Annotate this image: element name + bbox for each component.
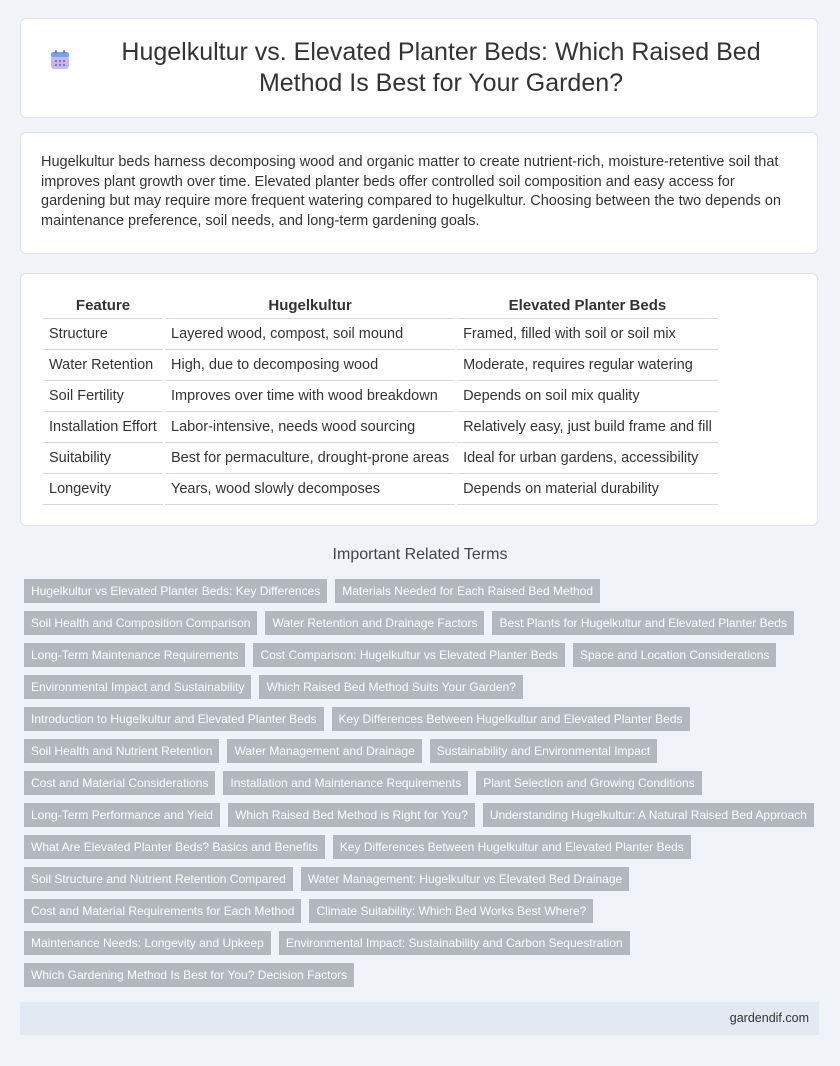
related-term-tag[interactable]: Understanding Hugelkultur: A Natural Raised Bed Approach <box>483 803 814 827</box>
tag-row <box>24 931 824 955</box>
tag-row <box>24 643 824 667</box>
tag-row <box>24 867 824 891</box>
tag-row <box>24 771 824 795</box>
related-term-tag[interactable]: Water Management and Drainage <box>227 739 421 763</box>
footer <box>20 1002 819 1035</box>
related-term-tag[interactable]: Sustainability and Environmental Impact <box>430 739 657 763</box>
related-term-tag[interactable]: Cost and Material Considerations <box>24 771 215 795</box>
table-cell: Installation Effort <box>43 412 163 443</box>
intro-card <box>20 132 818 254</box>
table-cell: Moderate, requires regular watering <box>457 350 718 381</box>
related-term-tag[interactable]: What Are Elevated Planter Beds? Basics and Benefits <box>24 835 325 859</box>
related-term-tag[interactable]: Environmental Impact and Sustainability <box>24 675 251 699</box>
tag-row <box>24 899 824 923</box>
title-wrap <box>49 37 789 99</box>
related-term-tag[interactable]: Materials Needed for Each Raised Bed Method <box>335 579 600 603</box>
tag-row <box>24 963 824 987</box>
table-row <box>43 412 718 443</box>
table-row <box>43 474 718 505</box>
table-cell: Relatively easy, just build frame and fill <box>457 412 718 443</box>
tag-row <box>24 707 824 731</box>
table-cell: High, due to decomposing wood <box>165 350 455 381</box>
tag-row <box>24 611 824 635</box>
column-header-hugelkultur: Hugelkultur <box>165 294 455 319</box>
related-term-tag[interactable]: Maintenance Needs: Longevity and Upkeep <box>24 931 271 955</box>
column-header-elevated: Elevated Planter Beds <box>457 294 718 319</box>
intro-paragraph: Hugelkultur beds harness decomposing wood and organic matter to create nutrient-rich, moisture-retentive soil that improves plant growth over time. Elevated planter beds offer controlled soil composition and easy access for gardening but may require more frequent watering compared to hugelkultur. Choosing between the two depends on maintenance preference, soil needs, and long-term gardening goals. <box>41 154 781 229</box>
related-terms-list <box>24 579 824 995</box>
related-term-tag[interactable]: Plant Selection and Growing Conditions <box>476 771 701 795</box>
table-cell: Depends on material durability <box>457 474 718 505</box>
table-cell: Soil Fertility <box>43 381 163 412</box>
related-term-tag[interactable]: Soil Health and Nutrient Retention <box>24 739 219 763</box>
related-term-tag[interactable]: Installation and Maintenance Requirements <box>223 771 468 795</box>
related-term-tag[interactable]: Which Raised Bed Method Suits Your Garden? <box>259 675 522 699</box>
related-term-tag[interactable]: Environmental Impact: Sustainability and Carbon Sequestration <box>279 931 630 955</box>
table-header-row <box>43 294 718 319</box>
related-term-tag[interactable]: Best Plants for Hugelkultur and Elevated Planter Beds <box>492 611 794 635</box>
column-header-feature: Feature <box>43 294 163 319</box>
page-title: Hugelkultur vs. Elevated Planter Beds: Which Raised Bed Method Is Best for Your Garden? <box>121 38 761 97</box>
site-name[interactable]: gardendif.com <box>729 1011 809 1025</box>
table-cell: Years, wood slowly decomposes <box>165 474 455 505</box>
table-cell: Improves over time with wood breakdown <box>165 381 455 412</box>
table-cell: Labor-intensive, needs wood sourcing <box>165 412 455 443</box>
table-cell: Structure <box>43 319 163 350</box>
related-term-tag[interactable]: Water Retention and Drainage Factors <box>265 611 484 635</box>
related-term-tag[interactable]: Which Raised Bed Method is Right for You? <box>228 803 475 827</box>
table-cell: Framed, filled with soil or soil mix <box>457 319 718 350</box>
related-terms-heading: Important Related Terms <box>332 546 508 563</box>
tag-row <box>24 739 824 763</box>
related-term-tag[interactable]: Introduction to Hugelkultur and Elevated Planter Beds <box>24 707 324 731</box>
table-row <box>43 350 718 381</box>
table-cell: Depends on soil mix quality <box>457 381 718 412</box>
related-term-tag[interactable]: Cost Comparison: Hugelkultur vs Elevated Planter Beds <box>253 643 564 667</box>
tag-row <box>24 675 824 699</box>
related-term-tag[interactable]: Key Differences Between Hugelkultur and Elevated Planter Beds <box>332 707 690 731</box>
comparison-table <box>41 294 720 505</box>
table-row <box>43 319 718 350</box>
related-term-tag[interactable]: Soil Structure and Nutrient Retention Compared <box>24 867 293 891</box>
related-term-tag[interactable]: Which Gardening Method Is Best for You? Decision Factors <box>24 963 354 987</box>
header-card <box>20 18 818 118</box>
related-term-tag[interactable]: Climate Suitability: Which Bed Works Best Where? <box>309 899 593 923</box>
table-row <box>43 381 718 412</box>
related-term-tag[interactable]: Hugelkultur vs Elevated Planter Beds: Key Differences <box>24 579 327 603</box>
comparison-card <box>20 273 818 526</box>
related-term-tag[interactable]: Long-Term Performance and Yield <box>24 803 220 827</box>
table-cell: Water Retention <box>43 350 163 381</box>
table-cell: Suitability <box>43 443 163 474</box>
related-term-tag[interactable]: Key Differences Between Hugelkultur and Elevated Planter Beds <box>333 835 691 859</box>
related-term-tag[interactable]: Cost and Material Requirements for Each Method <box>24 899 301 923</box>
calendar-icon <box>49 49 71 71</box>
table-cell: Longevity <box>43 474 163 505</box>
table-cell: Ideal for urban gardens, accessibility <box>457 443 718 474</box>
table-row <box>43 443 718 474</box>
tag-row <box>24 835 824 859</box>
table-cell: Best for permaculture, drought-prone areas <box>165 443 455 474</box>
related-term-tag[interactable]: Soil Health and Composition Comparison <box>24 611 257 635</box>
related-term-tag[interactable]: Space and Location Considerations <box>573 643 776 667</box>
tag-row <box>24 803 824 827</box>
related-term-tag[interactable]: Long-Term Maintenance Requirements <box>24 643 245 667</box>
tag-row <box>24 579 824 603</box>
table-cell: Layered wood, compost, soil mound <box>165 319 455 350</box>
related-term-tag[interactable]: Water Management: Hugelkultur vs Elevated Bed Drainage <box>301 867 629 891</box>
